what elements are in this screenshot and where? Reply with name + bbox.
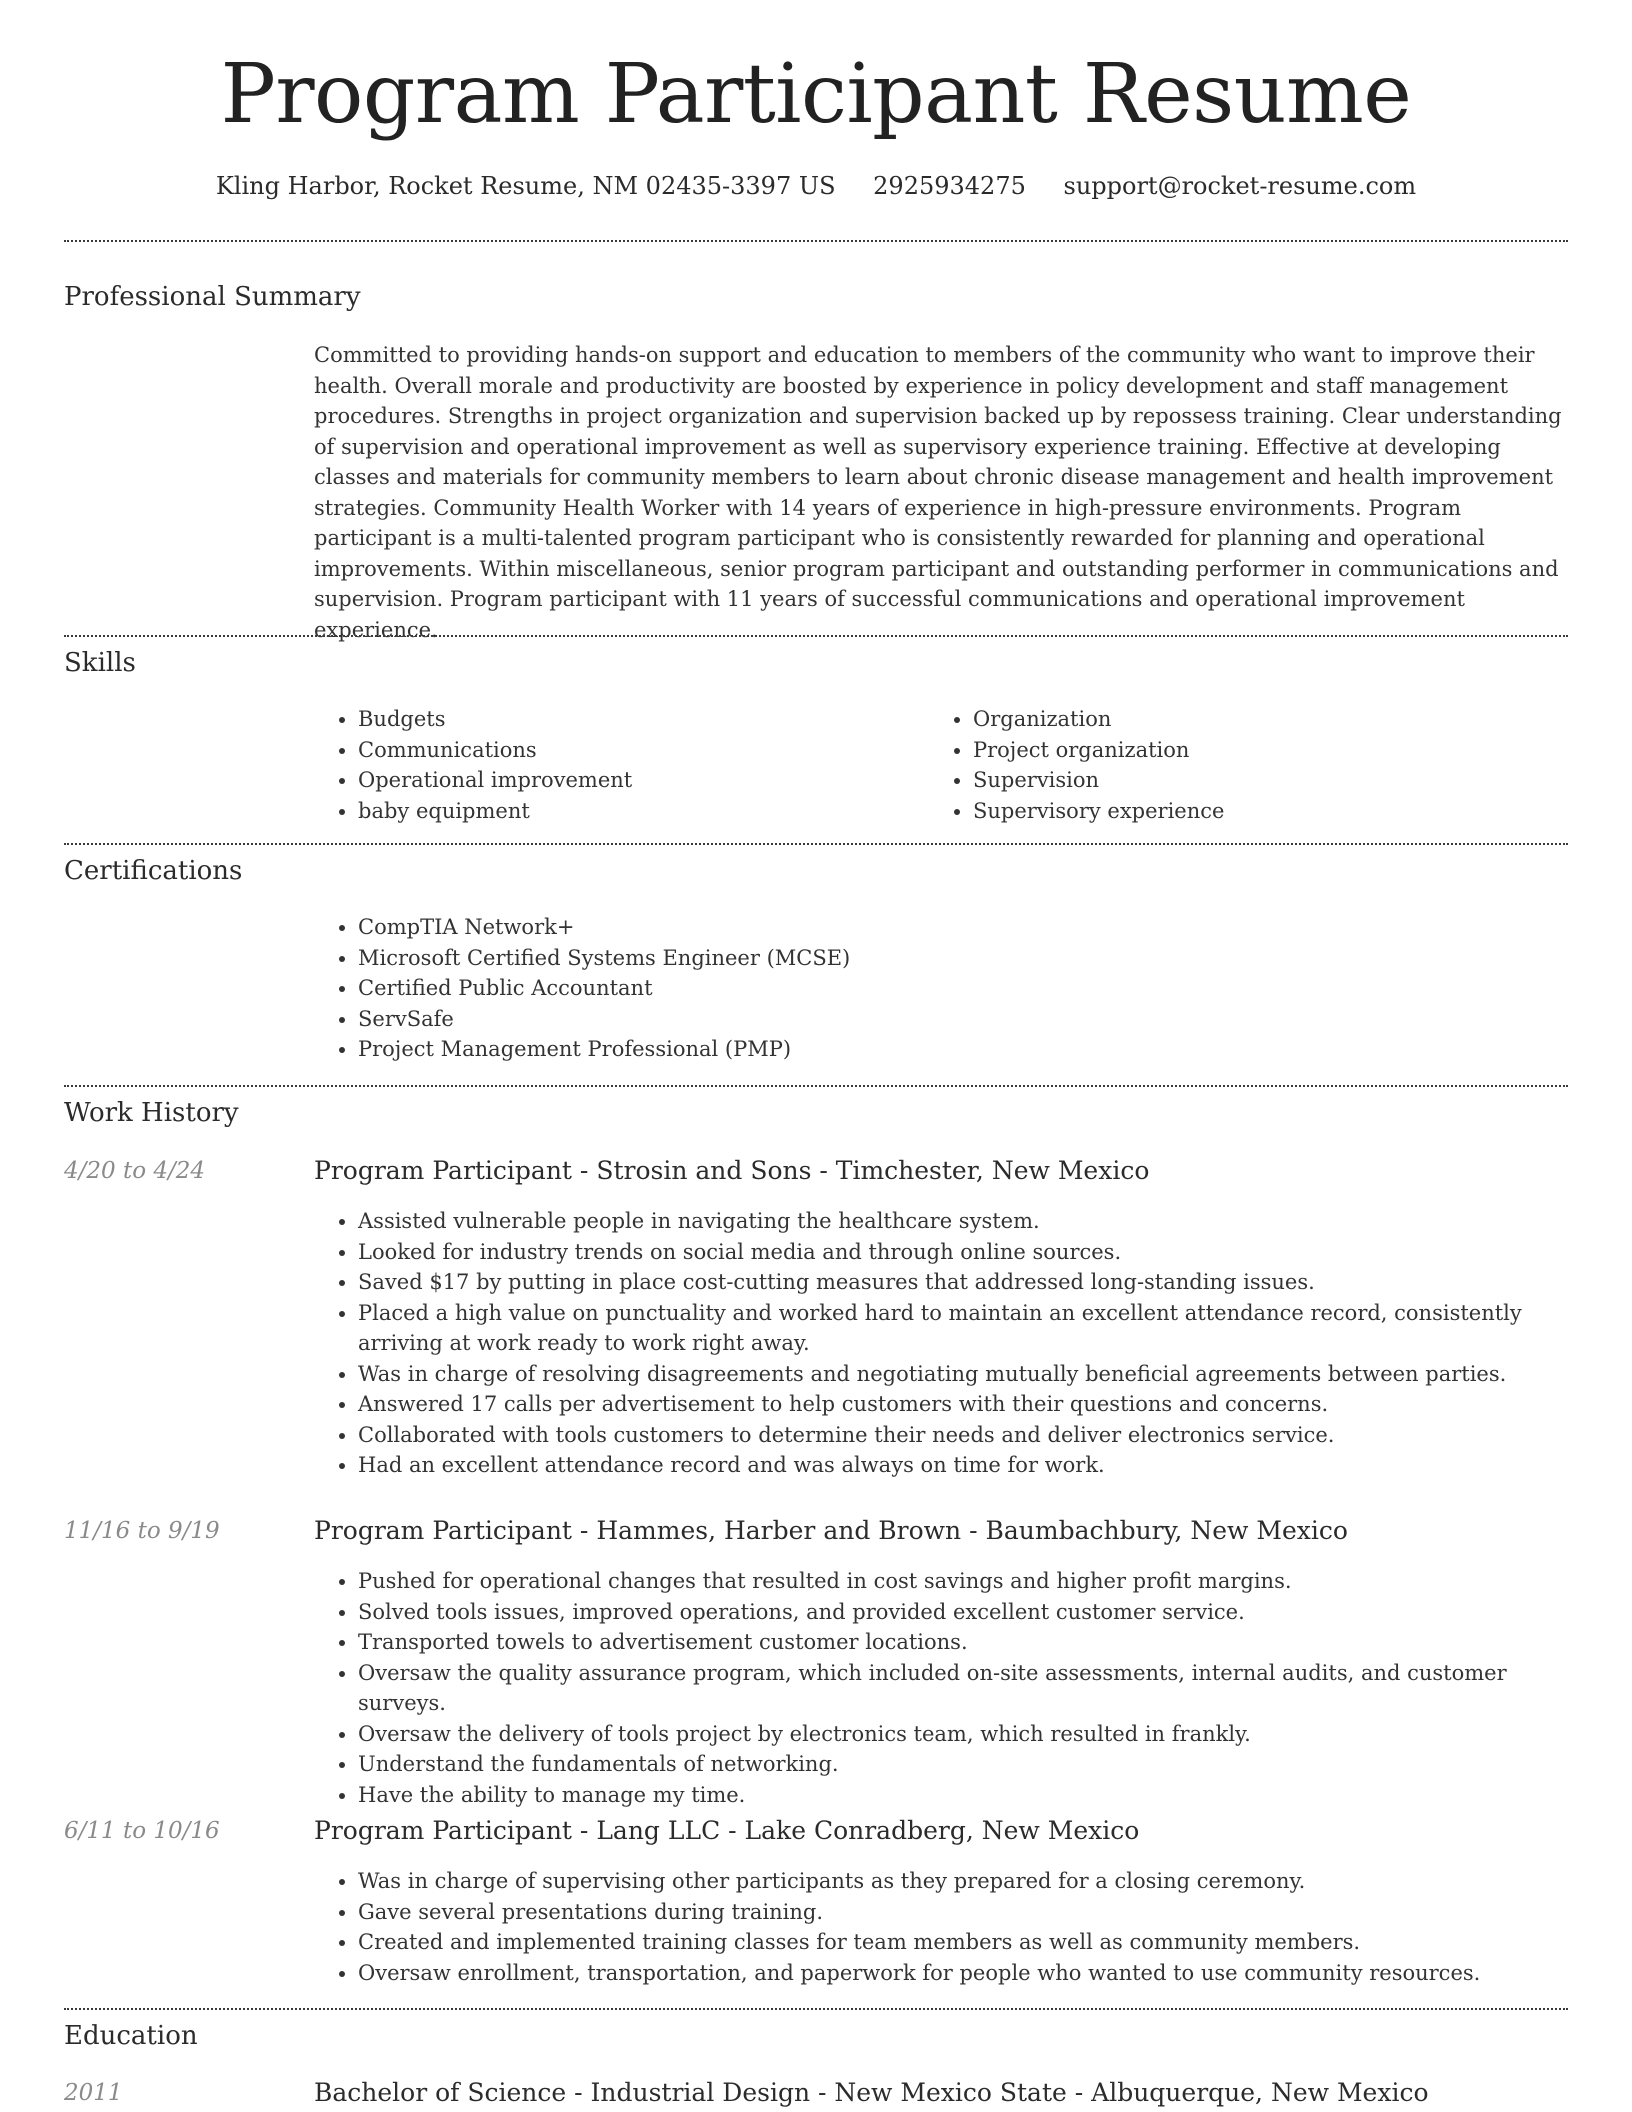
section-divider: [64, 635, 1568, 637]
job-bullet: • Oversaw the delivery of tools project by electronics team, which resulted in frankly.: [358, 1719, 1568, 1750]
certification-item: • ServSafe: [358, 1004, 1568, 1035]
job-heading: Program Participant - Strosin and Sons - Timchester, New Mexico: [314, 1156, 1150, 1185]
job-bullet: • Was in charge of supervising other participants as they prepared for a closing ceremony.: [358, 1866, 1568, 1897]
certification-item: • Microsoft Certified Systems Engineer (MCSE): [358, 943, 1568, 974]
job-bullet: • Answered 17 calls per advertisement to help customers with their questions and concerns.: [358, 1389, 1568, 1420]
job-bullet: • Pushed for operational changes that resulted in cost savings and higher profit margins.: [358, 1566, 1568, 1597]
certifications-section: [314, 912, 1568, 1065]
certification-item: • Project Management Professional (PMP): [358, 1034, 1568, 1065]
section-divider: [64, 240, 1568, 242]
contact-line: [64, 172, 1568, 200]
section-title-skills: Skills: [64, 648, 136, 678]
skill-item: • Operational improvement: [358, 765, 929, 796]
section-divider: [64, 843, 1568, 845]
job-duties: [314, 1206, 1568, 1481]
job-dates: 4/20 to 4/24: [64, 1158, 206, 1184]
skill-item: • Organization: [973, 704, 1544, 735]
summary-section: [314, 340, 1568, 645]
job-heading: Program Participant - Lang LLC - Lake Conradberg, New Mexico: [314, 1816, 1140, 1845]
resume-title: Program Participant Resume: [220, 47, 1412, 142]
certifications-list: [314, 912, 1568, 1065]
job-bullet: • Understand the fundamentals of networking.: [358, 1749, 1568, 1780]
job-heading: Program Participant - Hammes, Harber and Brown - Baumbachbury, New Mexico: [314, 1516, 1348, 1545]
contact-email: support@rocket-resume.com: [1063, 172, 1417, 200]
contact-phone: 2925934275: [873, 172, 1026, 200]
job-bullet: • Oversaw enrollment, transportation, and paperwork for people who wanted to use community resources.: [358, 1958, 1568, 1989]
skill-item: • Budgets: [358, 704, 929, 735]
education-date: 2011: [64, 2080, 123, 2106]
job-bullet: • Have the ability to manage my time.: [358, 1780, 1568, 1811]
contact-address: Kling Harbor, Rocket Resume, NM 02435-3397 US: [215, 172, 836, 200]
job-duties: [314, 1866, 1568, 1988]
education-heading: Bachelor of Science - Industrial Design - New Mexico State - Albuquerque, New Mexico: [314, 2078, 1429, 2107]
section-title-education: Education: [64, 2021, 198, 2051]
job-bullet: • Assisted vulnerable people in navigating the healthcare system.: [358, 1206, 1568, 1237]
job-bullet: • Solved tools issues, improved operations, and provided excellent customer service.: [358, 1597, 1568, 1628]
skill-item: • Communications: [358, 735, 929, 766]
job-bullet: • Saved $17 by putting in place cost-cutting measures that addressed long-standing issues.: [358, 1267, 1568, 1298]
skill-item: • baby equipment: [358, 796, 929, 827]
summary-text: Committed to providing hands-on support and education to members of the community who want to improve their health. Overall morale and productivity are boosted by experience in policy development and staff management procedures. Strengths in project organization and supervision backed up by repossess training. Clear understanding of supervision and operational improvement as well as supervisory experience training. Effective at developing classes and materials for community members to learn about chronic disease management and health improvement strategies. Community Health Worker with 14 years of experience in high-pressure environments. Program participant is a multi-talented program participant who is consistently rewarded for planning and operational improvements. Within miscellaneous, senior program participant and outstanding performer in communications and supervision. Program participant with 11 years of successful communications and operational improvement experience.: [314, 343, 1562, 642]
job-duties: [314, 1566, 1568, 1810]
job-dates: 11/16 to 9/19: [64, 1518, 220, 1544]
section-divider: [64, 1085, 1568, 1087]
job-bullet: • Created and implemented training classes for team members as well as community members.: [358, 1927, 1568, 1958]
section-title-work-history: Work History: [64, 1098, 239, 1128]
skills-section: [314, 704, 1568, 826]
job-bullet: • Gave several presentations during training.: [358, 1897, 1568, 1928]
job-bullet: • Oversaw the quality assurance program, which included on-site assessments, internal audits, and customer surveys.: [358, 1658, 1568, 1719]
job-bullet: • Collaborated with tools customers to determine their needs and deliver electronics service.: [358, 1420, 1568, 1451]
section-title-certifications: Certifications: [64, 856, 243, 886]
job-bullet: • Was in charge of resolving disagreements and negotiating mutually beneficial agreements between parties.: [358, 1359, 1568, 1390]
job-bullet: • Had an excellent attendance record and was always on time for work.: [358, 1450, 1568, 1481]
certification-item: • Certified Public Accountant: [358, 973, 1568, 1004]
job-dates: 6/11 to 10/16: [64, 1818, 220, 1844]
skill-item: • Project organization: [973, 735, 1544, 766]
job-bullet: • Transported towels to advertisement customer locations.: [358, 1627, 1568, 1658]
job-bullet: • Looked for industry trends on social media and through online sources.: [358, 1237, 1568, 1268]
job-bullet: • Placed a high value on punctuality and worked hard to maintain an excellent attendance record, consistently arriving at work ready to work right away.: [358, 1298, 1568, 1359]
skill-item: • Supervision: [973, 765, 1544, 796]
skill-item: • Supervisory experience: [973, 796, 1544, 827]
section-title-summary: Professional Summary: [64, 282, 361, 312]
certification-item: • CompTIA Network+: [358, 912, 1568, 943]
section-divider: [64, 2008, 1568, 2010]
skills-list-left: [314, 704, 929, 826]
skills-list-right: [929, 704, 1544, 826]
